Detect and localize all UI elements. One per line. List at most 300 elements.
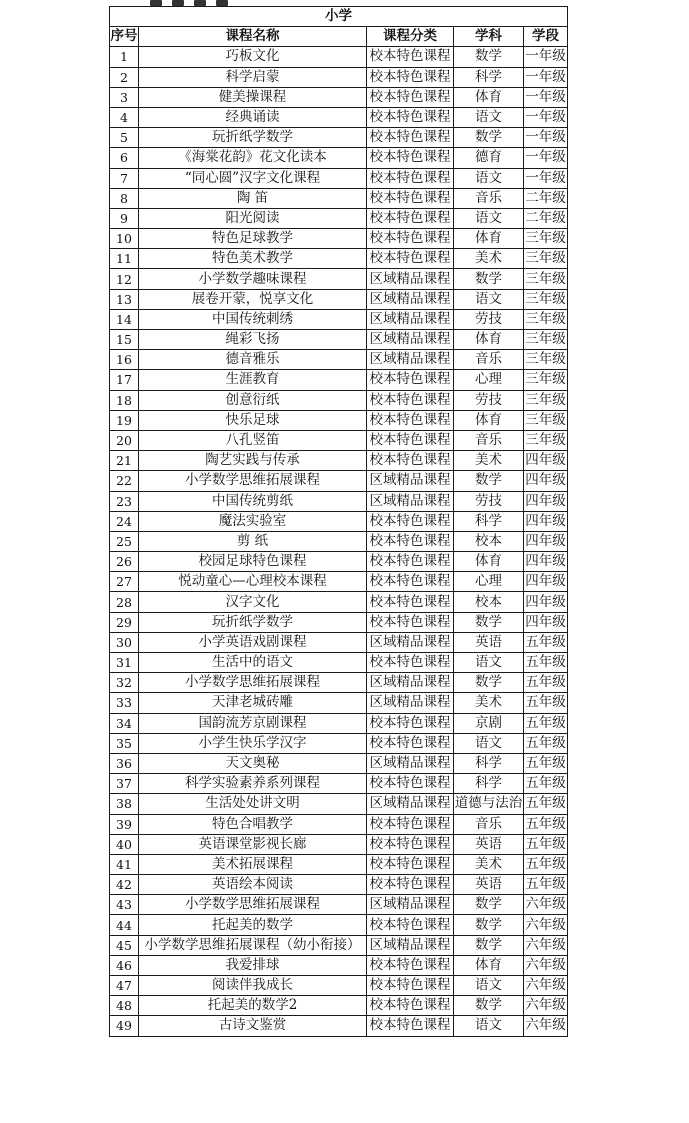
- cell-course-category: 区域精品课程: [367, 794, 454, 814]
- header-course-category: 课程分类: [367, 27, 454, 47]
- cell-no: 14: [110, 309, 139, 329]
- cell-no: 5: [110, 128, 139, 148]
- cell-course-name: 特色合唱教学: [139, 814, 367, 834]
- cell-course-category: 校本特色课程: [367, 390, 454, 410]
- table-row: [110, 531, 568, 551]
- cell-course-category: 校本特色课程: [367, 87, 454, 107]
- cell-no: 20: [110, 430, 139, 450]
- cell-course-name: 玩折纸学数学: [139, 128, 367, 148]
- cell-subject: 体育: [454, 410, 524, 430]
- cell-no: 35: [110, 733, 139, 753]
- cell-course-name: 美术拓展课程: [139, 854, 367, 874]
- cell-course-category: 校本特色课程: [367, 572, 454, 592]
- cell-grade: 六年级: [524, 935, 568, 955]
- cell-course-name: 国韵流芳京剧课程: [139, 713, 367, 733]
- cell-course-name: 生活处处讲文明: [139, 794, 367, 814]
- cell-no: 6: [110, 148, 139, 168]
- table-row: [110, 753, 568, 773]
- cell-course-category: 校本特色课程: [367, 552, 454, 572]
- cell-grade: 三年级: [524, 330, 568, 350]
- cell-course-category: 校本特色课程: [367, 168, 454, 188]
- cell-course-name: 小学数学趣味课程: [139, 269, 367, 289]
- table-row: [110, 249, 568, 269]
- table-row: [110, 430, 568, 450]
- cell-subject: 数学: [454, 128, 524, 148]
- cell-course-name: 特色足球教学: [139, 229, 367, 249]
- table-row: [110, 330, 568, 350]
- cell-no: 31: [110, 653, 139, 673]
- cell-subject: 英语: [454, 875, 524, 895]
- cell-no: 40: [110, 834, 139, 854]
- cell-course-name: 托起美的数学2: [139, 996, 367, 1016]
- table-row: [110, 935, 568, 955]
- cell-subject: 劳技: [454, 491, 524, 511]
- cell-subject: 美术: [454, 693, 524, 713]
- table-row: [110, 552, 568, 572]
- cell-no: 17: [110, 370, 139, 390]
- cell-course-name: 剪 纸: [139, 531, 367, 551]
- cell-subject: 校本: [454, 531, 524, 551]
- table-row: [110, 168, 568, 188]
- cell-grade: 三年级: [524, 430, 568, 450]
- table-row: [110, 390, 568, 410]
- cell-course-category: 校本特色课程: [367, 249, 454, 269]
- cell-grade: 一年级: [524, 168, 568, 188]
- cell-course-category: 区域精品课程: [367, 673, 454, 693]
- cell-grade: 三年级: [524, 309, 568, 329]
- cell-subject: 道德与法治: [454, 794, 524, 814]
- cell-course-name: 悦动童心—心理校本课程: [139, 572, 367, 592]
- cell-course-name: 特色美术教学: [139, 249, 367, 269]
- table-row: [110, 612, 568, 632]
- cell-course-name: 快乐足球: [139, 410, 367, 430]
- cell-subject: 语文: [454, 168, 524, 188]
- cell-no: 39: [110, 814, 139, 834]
- cell-course-category: 校本特色课程: [367, 915, 454, 935]
- cell-no: 4: [110, 107, 139, 127]
- cell-course-category: 校本特色课程: [367, 653, 454, 673]
- table-title-row: [110, 7, 568, 27]
- cell-no: 18: [110, 390, 139, 410]
- cell-no: 41: [110, 854, 139, 874]
- cell-course-category: 区域精品课程: [367, 693, 454, 713]
- cell-grade: 四年级: [524, 511, 568, 531]
- cell-no: 7: [110, 168, 139, 188]
- cell-subject: 体育: [454, 229, 524, 249]
- cell-course-category: 校本特色课程: [367, 128, 454, 148]
- table-row: [110, 996, 568, 1016]
- cell-subject: 美术: [454, 854, 524, 874]
- cell-no: 43: [110, 895, 139, 915]
- cell-course-name: 巧板文化: [139, 47, 367, 67]
- cell-course-name: 绳彩飞扬: [139, 330, 367, 350]
- cell-course-category: 校本特色课程: [367, 713, 454, 733]
- cell-subject: 体育: [454, 330, 524, 350]
- table-row: [110, 592, 568, 612]
- cell-no: 13: [110, 289, 139, 309]
- cell-no: 1: [110, 47, 139, 67]
- cell-subject: 科学: [454, 753, 524, 773]
- cell-subject: 心理: [454, 370, 524, 390]
- cell-no: 48: [110, 996, 139, 1016]
- cell-course-category: 校本特色课程: [367, 451, 454, 471]
- cell-grade: 五年级: [524, 693, 568, 713]
- cell-grade: 六年级: [524, 895, 568, 915]
- table-row: [110, 653, 568, 673]
- cell-subject: 音乐: [454, 188, 524, 208]
- cell-course-name: 小学数学思维拓展课程（幼小衔接）: [139, 935, 367, 955]
- cell-grade: 一年级: [524, 87, 568, 107]
- cell-course-name: 汉字文化: [139, 592, 367, 612]
- cell-subject: 劳技: [454, 309, 524, 329]
- course-table: [109, 6, 568, 1037]
- cell-course-category: 校本特色课程: [367, 814, 454, 834]
- cell-course-name: 展卷开蒙，悦享文化: [139, 289, 367, 309]
- cell-no: 44: [110, 915, 139, 935]
- cell-no: 37: [110, 774, 139, 794]
- table-row: [110, 673, 568, 693]
- cell-course-name: “同心圆”汉字文化课程: [139, 168, 367, 188]
- cell-no: 16: [110, 350, 139, 370]
- cell-no: 22: [110, 471, 139, 491]
- cell-no: 42: [110, 875, 139, 895]
- cell-course-name: 创意衍纸: [139, 390, 367, 410]
- cell-grade: 三年级: [524, 289, 568, 309]
- cell-course-name: 小学数学思维拓展课程: [139, 471, 367, 491]
- cell-subject: 音乐: [454, 814, 524, 834]
- cell-grade: 四年级: [524, 592, 568, 612]
- cell-no: 15: [110, 330, 139, 350]
- cell-grade: 五年级: [524, 854, 568, 874]
- table-row: [110, 350, 568, 370]
- cell-grade: 四年级: [524, 612, 568, 632]
- cell-subject: 科学: [454, 67, 524, 87]
- cell-subject: 心理: [454, 572, 524, 592]
- cell-subject: 数学: [454, 269, 524, 289]
- cell-course-category: 校本特色课程: [367, 47, 454, 67]
- cell-subject: 语文: [454, 733, 524, 753]
- cell-no: 19: [110, 410, 139, 430]
- cell-course-category: 区域精品课程: [367, 753, 454, 773]
- cell-no: 34: [110, 713, 139, 733]
- cell-grade: 五年级: [524, 774, 568, 794]
- cell-no: 12: [110, 269, 139, 289]
- cell-course-category: 校本特色课程: [367, 188, 454, 208]
- cropped-text-fragment: [150, 0, 260, 1]
- cell-course-category: 校本特色课程: [367, 612, 454, 632]
- cell-grade: 三年级: [524, 370, 568, 390]
- cell-course-name: 科学实验素养系列课程: [139, 774, 367, 794]
- cell-no: 10: [110, 229, 139, 249]
- cell-subject: 语文: [454, 653, 524, 673]
- table-row: [110, 471, 568, 491]
- table-row: [110, 854, 568, 874]
- cell-no: 26: [110, 552, 139, 572]
- cell-subject: 音乐: [454, 350, 524, 370]
- cell-course-name: 阅读伴我成长: [139, 976, 367, 996]
- cell-grade: 六年级: [524, 1016, 568, 1036]
- cell-course-category: 校本特色课程: [367, 208, 454, 228]
- table-row: [110, 47, 568, 67]
- cell-grade: 一年级: [524, 107, 568, 127]
- cell-no: 38: [110, 794, 139, 814]
- table-row: [110, 774, 568, 794]
- cell-no: 27: [110, 572, 139, 592]
- cell-subject: 校本: [454, 592, 524, 612]
- table-row: [110, 289, 568, 309]
- cell-course-name: 英语绘本阅读: [139, 875, 367, 895]
- cell-course-name: 中国传统刺绣: [139, 309, 367, 329]
- cell-course-category: 校本特色课程: [367, 733, 454, 753]
- table-row: [110, 915, 568, 935]
- cell-course-name: 天文奥秘: [139, 753, 367, 773]
- cell-course-name: 生涯教育: [139, 370, 367, 390]
- cell-course-name: 德音雅乐: [139, 350, 367, 370]
- cell-course-name: 小学数学思维拓展课程: [139, 895, 367, 915]
- table-row: [110, 693, 568, 713]
- cell-subject: 数学: [454, 47, 524, 67]
- cell-grade: 五年级: [524, 673, 568, 693]
- cell-course-name: 玩折纸学数学: [139, 612, 367, 632]
- cell-subject: 体育: [454, 955, 524, 975]
- cell-grade: 六年级: [524, 955, 568, 975]
- header-course-name: 课程名称: [139, 27, 367, 47]
- cell-grade: 四年级: [524, 552, 568, 572]
- table-row: [110, 713, 568, 733]
- cell-grade: 三年级: [524, 269, 568, 289]
- cell-grade: 五年级: [524, 632, 568, 652]
- cell-no: 36: [110, 753, 139, 773]
- cell-no: 8: [110, 188, 139, 208]
- table-body: [110, 47, 568, 1036]
- cell-course-name: 小学数学思维拓展课程: [139, 673, 367, 693]
- cell-subject: 京剧: [454, 713, 524, 733]
- cell-course-name: 校园足球特色课程: [139, 552, 367, 572]
- cell-subject: 科学: [454, 774, 524, 794]
- cell-course-category: 区域精品课程: [367, 289, 454, 309]
- cell-subject: 体育: [454, 87, 524, 107]
- cell-course-name: 《海棠花韵》花文化读本: [139, 148, 367, 168]
- cell-subject: 美术: [454, 451, 524, 471]
- table-row: [110, 572, 568, 592]
- cell-course-category: 区域精品课程: [367, 309, 454, 329]
- table-row: [110, 208, 568, 228]
- table-row: [110, 451, 568, 471]
- table-row: [110, 67, 568, 87]
- cell-grade: 一年级: [524, 67, 568, 87]
- cell-course-category: 区域精品课程: [367, 471, 454, 491]
- cell-course-category: 校本特色课程: [367, 774, 454, 794]
- cell-no: 49: [110, 1016, 139, 1036]
- cell-no: 32: [110, 673, 139, 693]
- cell-course-category: 区域精品课程: [367, 632, 454, 652]
- cell-course-name: 阳光阅读: [139, 208, 367, 228]
- cell-course-name: 小学英语戏剧课程: [139, 632, 367, 652]
- cell-course-name: 科学启蒙: [139, 67, 367, 87]
- cell-course-category: 校本特色课程: [367, 430, 454, 450]
- cell-subject: 数学: [454, 915, 524, 935]
- cell-course-category: 校本特色课程: [367, 976, 454, 996]
- cell-grade: 四年级: [524, 572, 568, 592]
- cell-course-name: 健美操课程: [139, 87, 367, 107]
- cell-course-name: 魔法实验室: [139, 511, 367, 531]
- cell-no: 2: [110, 67, 139, 87]
- cell-subject: 音乐: [454, 430, 524, 450]
- cell-course-category: 校本特色课程: [367, 370, 454, 390]
- table-row: [110, 309, 568, 329]
- cell-no: 24: [110, 511, 139, 531]
- cell-course-category: 区域精品课程: [367, 895, 454, 915]
- cell-no: 3: [110, 87, 139, 107]
- table-row: [110, 128, 568, 148]
- cell-grade: 四年级: [524, 471, 568, 491]
- cell-course-category: 校本特色课程: [367, 107, 454, 127]
- cell-no: 25: [110, 531, 139, 551]
- cell-no: 29: [110, 612, 139, 632]
- table-row: [110, 814, 568, 834]
- cell-grade: 三年级: [524, 390, 568, 410]
- cell-subject: 美术: [454, 249, 524, 269]
- table-row: [110, 1016, 568, 1036]
- cell-subject: 语文: [454, 107, 524, 127]
- cell-no: 28: [110, 592, 139, 612]
- cell-course-category: 校本特色课程: [367, 875, 454, 895]
- table-row: [110, 834, 568, 854]
- cell-grade: 四年级: [524, 491, 568, 511]
- cell-course-category: 校本特色课程: [367, 148, 454, 168]
- cell-course-category: 校本特色课程: [367, 592, 454, 612]
- header-grade: 学段: [524, 27, 568, 47]
- cell-no: 11: [110, 249, 139, 269]
- cell-grade: 二年级: [524, 188, 568, 208]
- table-row: [110, 229, 568, 249]
- cell-no: 23: [110, 491, 139, 511]
- cell-course-name: 陶艺实践与传承: [139, 451, 367, 471]
- table-row: [110, 269, 568, 289]
- cell-no: 46: [110, 955, 139, 975]
- cell-course-category: 校本特色课程: [367, 996, 454, 1016]
- header-subject: 学科: [454, 27, 524, 47]
- cell-course-category: 区域精品课程: [367, 491, 454, 511]
- cell-grade: 五年级: [524, 875, 568, 895]
- cell-no: 30: [110, 632, 139, 652]
- cell-grade: 一年级: [524, 47, 568, 67]
- cell-course-name: 陶 笛: [139, 188, 367, 208]
- cell-no: 47: [110, 976, 139, 996]
- cell-grade: 五年级: [524, 814, 568, 834]
- cell-grade: 六年级: [524, 996, 568, 1016]
- cell-course-name: 八孔竖笛: [139, 430, 367, 450]
- cell-course-name: 生活中的语文: [139, 653, 367, 673]
- cell-subject: 数学: [454, 895, 524, 915]
- table-row: [110, 955, 568, 975]
- cell-course-name: 托起美的数学: [139, 915, 367, 935]
- cell-grade: 五年级: [524, 834, 568, 854]
- cell-course-category: 校本特色课程: [367, 67, 454, 87]
- cell-subject: 数学: [454, 935, 524, 955]
- cell-no: 45: [110, 935, 139, 955]
- table-row: [110, 875, 568, 895]
- cell-course-name: 天津老城砖雕: [139, 693, 367, 713]
- table-row: [110, 733, 568, 753]
- cell-course-category: 校本特色课程: [367, 854, 454, 874]
- table-row: [110, 107, 568, 127]
- table-row: [110, 976, 568, 996]
- cell-grade: 三年级: [524, 350, 568, 370]
- cell-course-category: 校本特色课程: [367, 410, 454, 430]
- cell-course-category: 校本特色课程: [367, 229, 454, 249]
- cell-grade: 五年级: [524, 753, 568, 773]
- cell-course-name: 经典诵读: [139, 107, 367, 127]
- cell-subject: 科学: [454, 511, 524, 531]
- cell-subject: 语文: [454, 1016, 524, 1036]
- cell-no: 33: [110, 693, 139, 713]
- cell-grade: 一年级: [524, 148, 568, 168]
- cell-course-category: 校本特色课程: [367, 531, 454, 551]
- cell-grade: 六年级: [524, 915, 568, 935]
- cell-grade: 四年级: [524, 531, 568, 551]
- cell-grade: 三年级: [524, 410, 568, 430]
- table-title: 小学: [110, 7, 568, 27]
- table-row: [110, 895, 568, 915]
- table-header-row: [110, 27, 568, 47]
- cell-subject: 数学: [454, 471, 524, 491]
- cell-subject: 语文: [454, 976, 524, 996]
- table-row: [110, 511, 568, 531]
- cell-subject: 数学: [454, 612, 524, 632]
- cell-subject: 劳技: [454, 390, 524, 410]
- cell-course-name: 中国传统剪纸: [139, 491, 367, 511]
- cell-course-category: 区域精品课程: [367, 935, 454, 955]
- cell-subject: 体育: [454, 552, 524, 572]
- table-row: [110, 87, 568, 107]
- cell-subject: 语文: [454, 289, 524, 309]
- cell-subject: 德育: [454, 148, 524, 168]
- cell-subject: 语文: [454, 208, 524, 228]
- cell-course-name: 小学生快乐学汉字: [139, 733, 367, 753]
- cell-subject: 英语: [454, 834, 524, 854]
- cell-grade: 三年级: [524, 249, 568, 269]
- cell-grade: 五年级: [524, 653, 568, 673]
- cell-course-name: 古诗文鉴赏: [139, 1016, 367, 1036]
- cell-subject: 英语: [454, 632, 524, 652]
- cell-course-name: 我爱排球: [139, 955, 367, 975]
- cell-course-category: 校本特色课程: [367, 955, 454, 975]
- cell-no: 9: [110, 208, 139, 228]
- cell-course-category: 区域精品课程: [367, 350, 454, 370]
- cell-course-name: 英语课堂影视长廊: [139, 834, 367, 854]
- cell-grade: 五年级: [524, 733, 568, 753]
- table-row: [110, 188, 568, 208]
- cell-grade: 五年级: [524, 713, 568, 733]
- table-row: [110, 410, 568, 430]
- cell-grade: 三年级: [524, 229, 568, 249]
- cell-grade: 五年级: [524, 794, 568, 814]
- cell-course-category: 校本特色课程: [367, 834, 454, 854]
- table-row: [110, 632, 568, 652]
- cell-course-category: 校本特色课程: [367, 511, 454, 531]
- cell-course-category: 校本特色课程: [367, 1016, 454, 1036]
- cell-subject: 数学: [454, 996, 524, 1016]
- cell-grade: 二年级: [524, 208, 568, 228]
- cell-grade: 六年级: [524, 976, 568, 996]
- header-no: 序号: [110, 27, 139, 47]
- table-row: [110, 148, 568, 168]
- table-row: [110, 370, 568, 390]
- table-row: [110, 794, 568, 814]
- cell-subject: 数学: [454, 673, 524, 693]
- cell-course-category: 区域精品课程: [367, 269, 454, 289]
